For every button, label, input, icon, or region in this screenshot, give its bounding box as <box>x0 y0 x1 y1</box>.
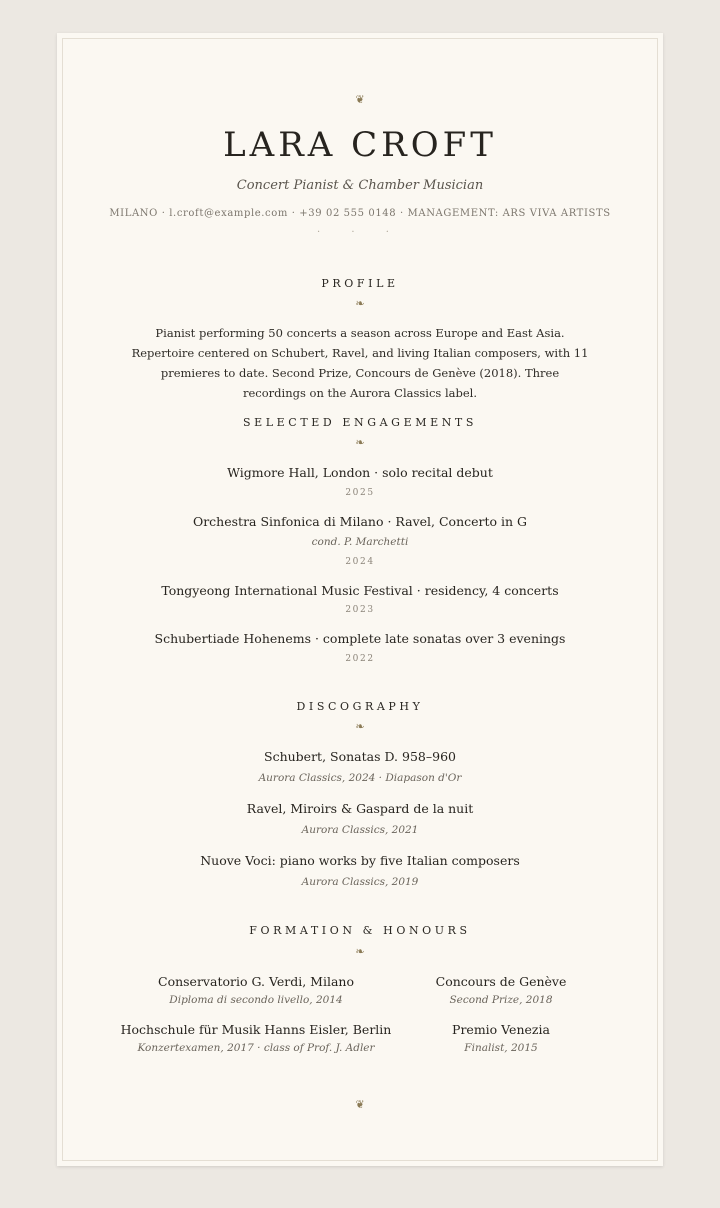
engagement-title: Schubertiade Hohenems · complete late sonatas over 3 evenings <box>154 631 566 646</box>
bottom-ornament-icon: ❦ <box>355 1098 365 1111</box>
honours-column <box>415 974 587 1054</box>
recording-note: Aurora Classics, 2024 · Diapason d'Or <box>258 772 462 784</box>
recording-note: Aurora Classics, 2019 <box>301 876 419 888</box>
section-heading-formation: FORMATION & HONOURS <box>249 924 471 937</box>
engagement-year: 2024 <box>345 557 375 567</box>
section-heading-discography: DISCOGRAPHY <box>296 700 424 713</box>
cv-page <box>57 33 663 1166</box>
subtitle: Concert Pianist & Chamber Musician <box>236 178 484 193</box>
engagement-title: Orchestra Sinfonica di Milano · Ravel, Concerto in G <box>192 514 528 529</box>
profile-text: Pianist performing 50 concerts a season across Europe and East Asia. Repertoire centered on Schubert, Ravel, and living Italian composers, with 11 premieres to date. Second Prize, Concours de Genève (2018). Three recordings on the Aurora Classics label. <box>131 326 589 400</box>
honour-note: Finalist, 2015 <box>464 1042 538 1054</box>
section-ornament-icon: ❧ <box>355 436 365 449</box>
divider-dots: · · · <box>317 227 403 238</box>
section-ornament-icon: ❧ <box>355 297 365 310</box>
section-ornament-icon: ❧ <box>355 945 365 958</box>
recording-title: Schubert, Sonatas D. 958–960 <box>264 749 456 764</box>
recording-title: Nuove Voci: piano works by five Italian composers <box>200 853 520 868</box>
education-title: Hochschule für Musik Hanns Eisler, Berlin <box>120 1022 392 1037</box>
engagement-year: 2022 <box>345 654 375 664</box>
section-heading-engagements: SELECTED ENGAGEMENTS <box>243 416 477 429</box>
contact-line: MILANO · l.croft@example.com · +39 02 555 0148 · MANAGEMENT: ARS VIVA ARTISTS <box>109 208 611 219</box>
page-title: LARA CROFT <box>223 125 497 165</box>
engagement-year: 2025 <box>345 488 375 498</box>
recording-title: Ravel, Miroirs & Gaspard de la nuit <box>246 801 474 816</box>
top-ornament-icon: ❦ <box>355 93 365 106</box>
engagement-title: Wigmore Hall, London · solo recital debut <box>227 465 493 480</box>
education-note: Diploma di secondo livello, 2014 <box>169 994 343 1006</box>
section-heading-profile: PROFILE <box>321 277 399 290</box>
section-ornament-icon: ❧ <box>355 720 365 733</box>
recording-note: Aurora Classics, 2021 <box>301 824 419 836</box>
engagement-note: cond. P. Marchetti <box>311 536 409 548</box>
engagement-title: Tongyeong International Music Festival · residency, 4 concerts <box>161 583 559 598</box>
education-column <box>97 974 415 1054</box>
education-note: Konzertexamen, 2017 · class of Prof. J. Adler <box>137 1042 375 1054</box>
education-title: Conservatorio G. Verdi, Milano <box>158 974 354 989</box>
honour-note: Second Prize, 2018 <box>449 994 553 1006</box>
engagement-year: 2023 <box>345 605 375 615</box>
honour-title: Premio Venezia <box>452 1022 550 1037</box>
honour-title: Concours de Genève <box>435 974 567 989</box>
